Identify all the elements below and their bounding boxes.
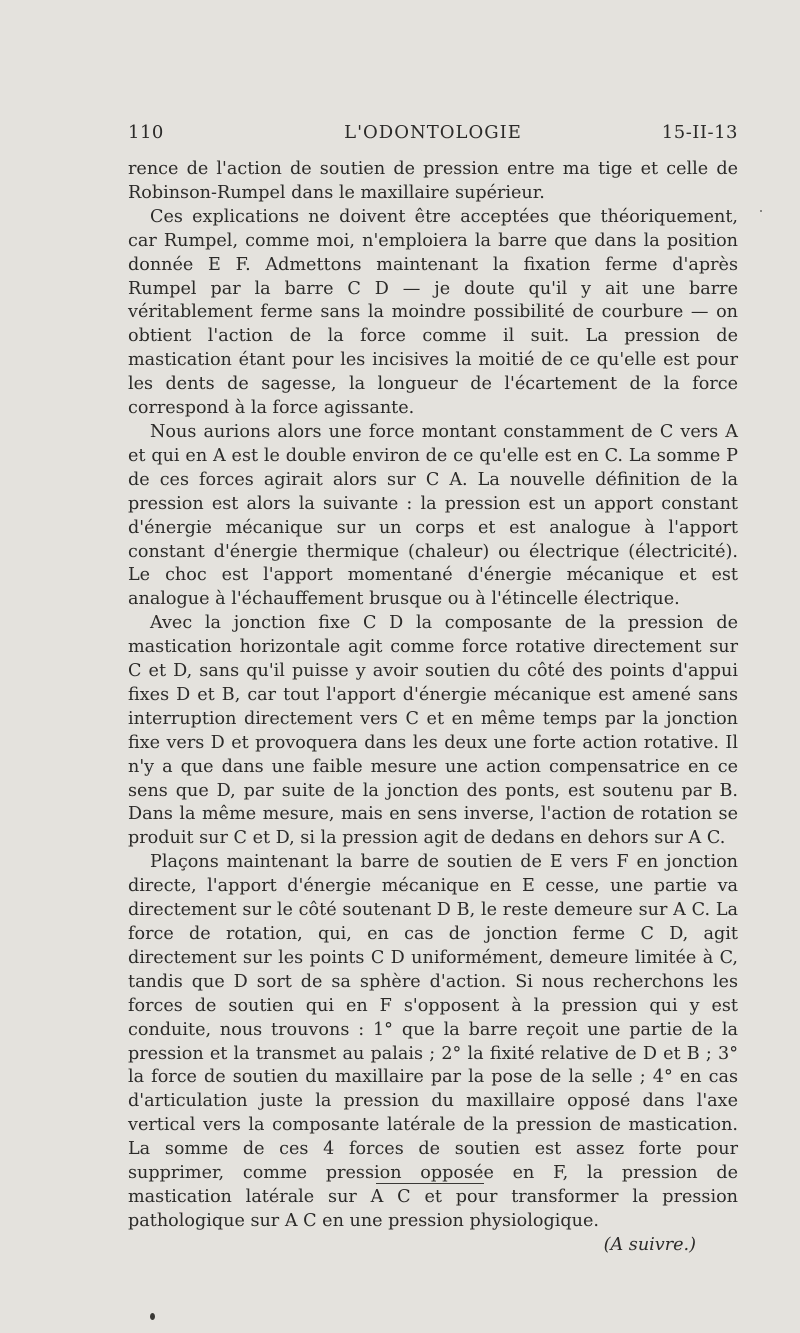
paragraph: rence de l'action de soutien de pression entre ma tige et celle de Robinson-Rumpel dans le maxillaire supérieur. — [128, 159, 738, 203]
paragraph: Ces explications ne doivent être acceptées que théoriquement, car Rumpel, comme moi, n'emploiera la barre que dans la position donnée E F. Admettons maintenant la fixation ferme d'après Rumpel par la barre C D — je doute qu'il y ait une barre véritablement ferme sans la moindre possibilité de courbure — on obtient l'action de la force comme il suit. La pression de mastication étant pour les incisives la moitié de ce qu'elle est pour les dents de sagesse, la longueur de l'écartement de la force correspond à la force agissante. — [128, 206, 738, 419]
paragraph-text: Plaçons maintenant la barre de soutien de E vers F en jonction directe, l'apport d'énergie mécanique en E cesse, une partie va directement sur le côté soutenant D B, le reste demeure sur A C. La force de rotation, qui, en cas de jonction ferme C D, agit directement sur les points C D uniformément, demeure limitée à C, tandis que D sort de sa sphère d'action. Si nous recherchons les forces de soutien qui en F s'opposent à la pression qui y est conduite, nous trouvons : 1° que la barre reçoit une partie de la pression et la transmet au palais ; 2° la fixité relative de D et B ; 3° la force de soutien du maxillaire par la pose de la selle ; 4° en cas d'articulation juste la pression du maxillaire opposé dans l'axe vertical vers la composante latérale de la pression de mastication. La somme de ces 4 forces de soutien est assez forte pour supprimer, comme pression opposée en F, la pression de mastication latérale sur A C et pour transformer la pression pathologique sur A C en une pression physiologique. — [128, 852, 738, 1231]
to-be-continued-note: (A suivre.) — [603, 1234, 696, 1255]
end-rule — [376, 1183, 484, 1184]
issue-date: 15-II-13 — [661, 122, 738, 143]
page-number: 110 — [128, 122, 164, 143]
running-head — [128, 122, 738, 148]
ink-speck — [760, 210, 762, 212]
journal-title: L'ODONTOLOGIE — [344, 122, 522, 143]
paragraph — [128, 851, 738, 1255]
ink-speck — [150, 1313, 155, 1320]
article-text — [128, 158, 738, 1258]
paragraph: Nous aurions alors une force montant constamment de C vers A et qui en A est le double environ de ce qu'elle est en C. La somme P de ces forces agirait alors sur C A. La nouvelle définition de la pression est alors la suivante : la pression est un apport constant d'énergie mécanique sur un corps et est analogue à l'apport constant d'énergie thermique (chaleur) ou électrique (électricité). Le choc est l'apport momentané d'énergie mécanique et est analogue à l'échauffement brusque ou à l'étincelle électrique. — [128, 421, 738, 610]
paragraph: Avec la jonction fixe C D la composante de la pression de mastication horizontale agit comme force rotative directement sur C et D, sans qu'il puisse y avoir soutien du côté des points d'appui fixes D et B, car tout l'apport d'énergie mécanique est amené sans interruption directement vers C et en même temps par la jonction fixe vers D et provoquera dans les deux une forte action rotative. Il n'y a que dans une faible mesure une action compensatrice en ce sens que D, par suite de la jonction des ponts, est soutenu par B. Dans la même mesure, mais en sens inverse, l'action de rotation se produit sur C et D, si la pression agit de dedans en dehors sur A C. — [128, 613, 738, 849]
